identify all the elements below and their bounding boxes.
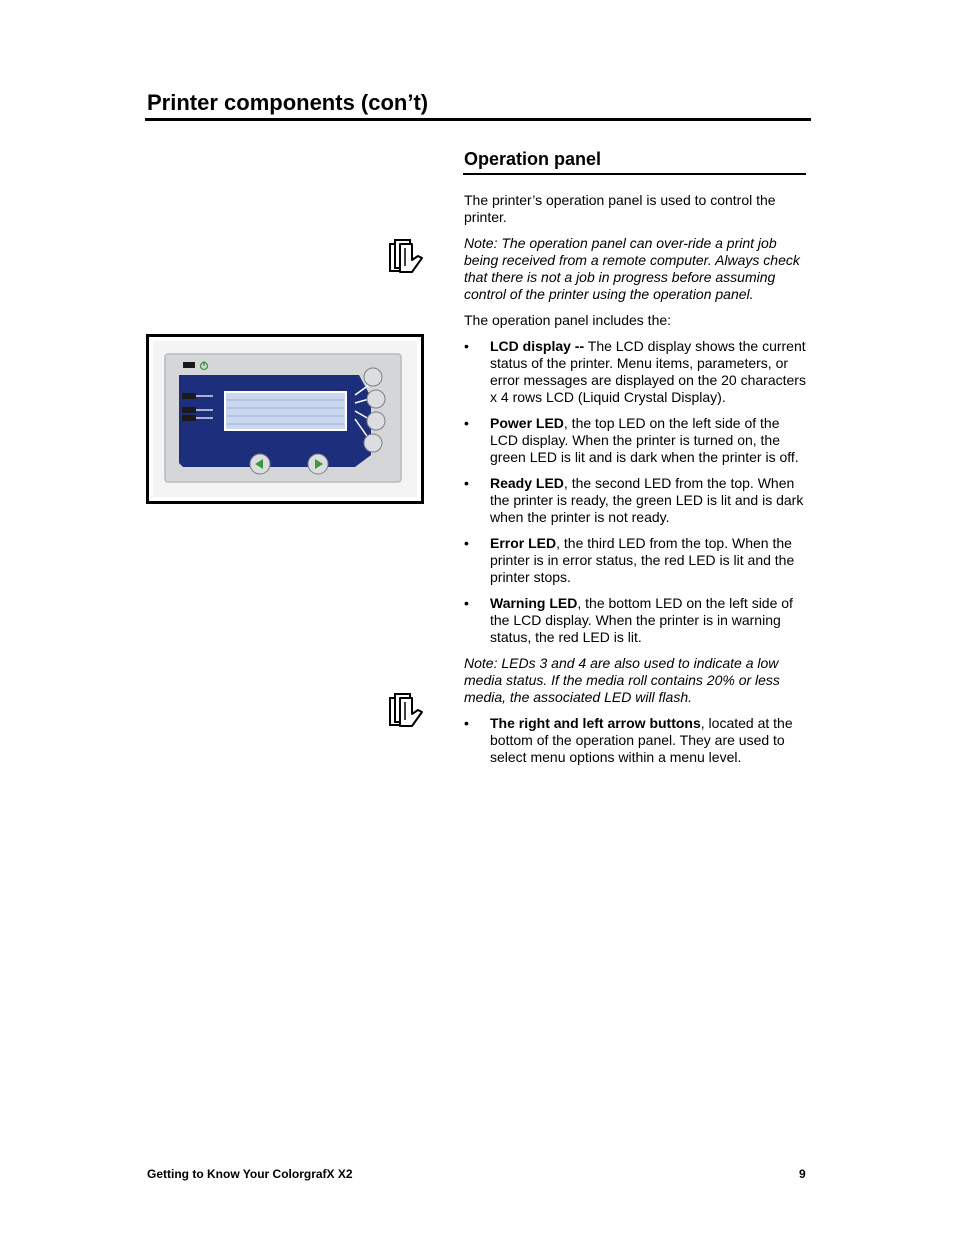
section-rule	[463, 173, 806, 175]
note-paragraph: Note: The operation panel can over-ride a print job being received from a remote computer. Always check that there is not a job in progress before assuming control of the printer using the operation panel.	[464, 235, 800, 302]
bullet: •	[464, 715, 469, 731]
intro-paragraph: The printer’s operation panel is used to control the printer.	[464, 192, 776, 225]
item-text: , the top LED on the left side of the LCD display. When the printer is turned on, the green LED is lit and is dark when the printer is off.	[490, 415, 799, 465]
item-text: The LCD display shows the current status of the printer. Menu items, parameters, or error messages are displayed on the 20 characters x 4 rows LCD (Liquid Crystal Display).	[490, 338, 806, 405]
list-item	[464, 535, 809, 586]
list-item	[464, 715, 809, 766]
item-text: , the bottom LED on the left side of the LCD display. When the printer is in warning status, the red LED is lit.	[490, 595, 793, 645]
item-text: , the second LED from the top. When the printer is ready, the green LED is lit and is dark when the printer is not ready.	[490, 475, 804, 525]
right-arrow-icon	[308, 454, 328, 474]
includes-paragraph: The operation panel includes the:	[464, 312, 672, 328]
item-term: The right and left arrow buttons	[490, 715, 701, 731]
item-term: Error LED	[490, 535, 557, 551]
item-term: Warning LED	[490, 595, 578, 611]
note-paragraph: Note: LEDs 3 and 4 are also used to indicate a low media status. If the media roll contains 20% or less media, the associated LED will flash.	[464, 655, 780, 705]
bullet: •	[464, 338, 469, 354]
bullet: •	[464, 595, 469, 611]
item-term: LCD display --	[490, 338, 585, 354]
operation-panel-illustration	[146, 334, 424, 504]
item-text: , located at the bottom of the operation panel. They are used to select menu options within a menu level.	[490, 715, 793, 765]
left-arrow-icon	[250, 454, 270, 474]
body-text	[464, 192, 809, 775]
item-text: , the third LED from the top. When the printer is in error status, the red LED is lit and the printer stops.	[490, 535, 795, 585]
footer-title: Getting to Know Your ColorgrafX X2	[147, 1167, 353, 1181]
bullet: •	[464, 475, 469, 491]
component-list	[464, 715, 809, 766]
item-term: Power LED	[490, 415, 564, 431]
title-rule	[145, 118, 811, 121]
list-item	[464, 595, 809, 646]
note-pages-icon	[386, 238, 424, 274]
section-title: Operation panel	[464, 149, 602, 169]
component-list	[464, 338, 809, 646]
page-title: Printer components (con’t)	[147, 90, 429, 115]
page-number: 9	[799, 1167, 806, 1181]
bullet: •	[464, 535, 469, 551]
list-item	[464, 475, 809, 526]
bullet: •	[464, 415, 469, 431]
item-term: Ready LED	[490, 475, 564, 491]
note-pages-icon	[386, 692, 424, 728]
list-item	[464, 415, 809, 466]
list-item	[464, 338, 809, 406]
